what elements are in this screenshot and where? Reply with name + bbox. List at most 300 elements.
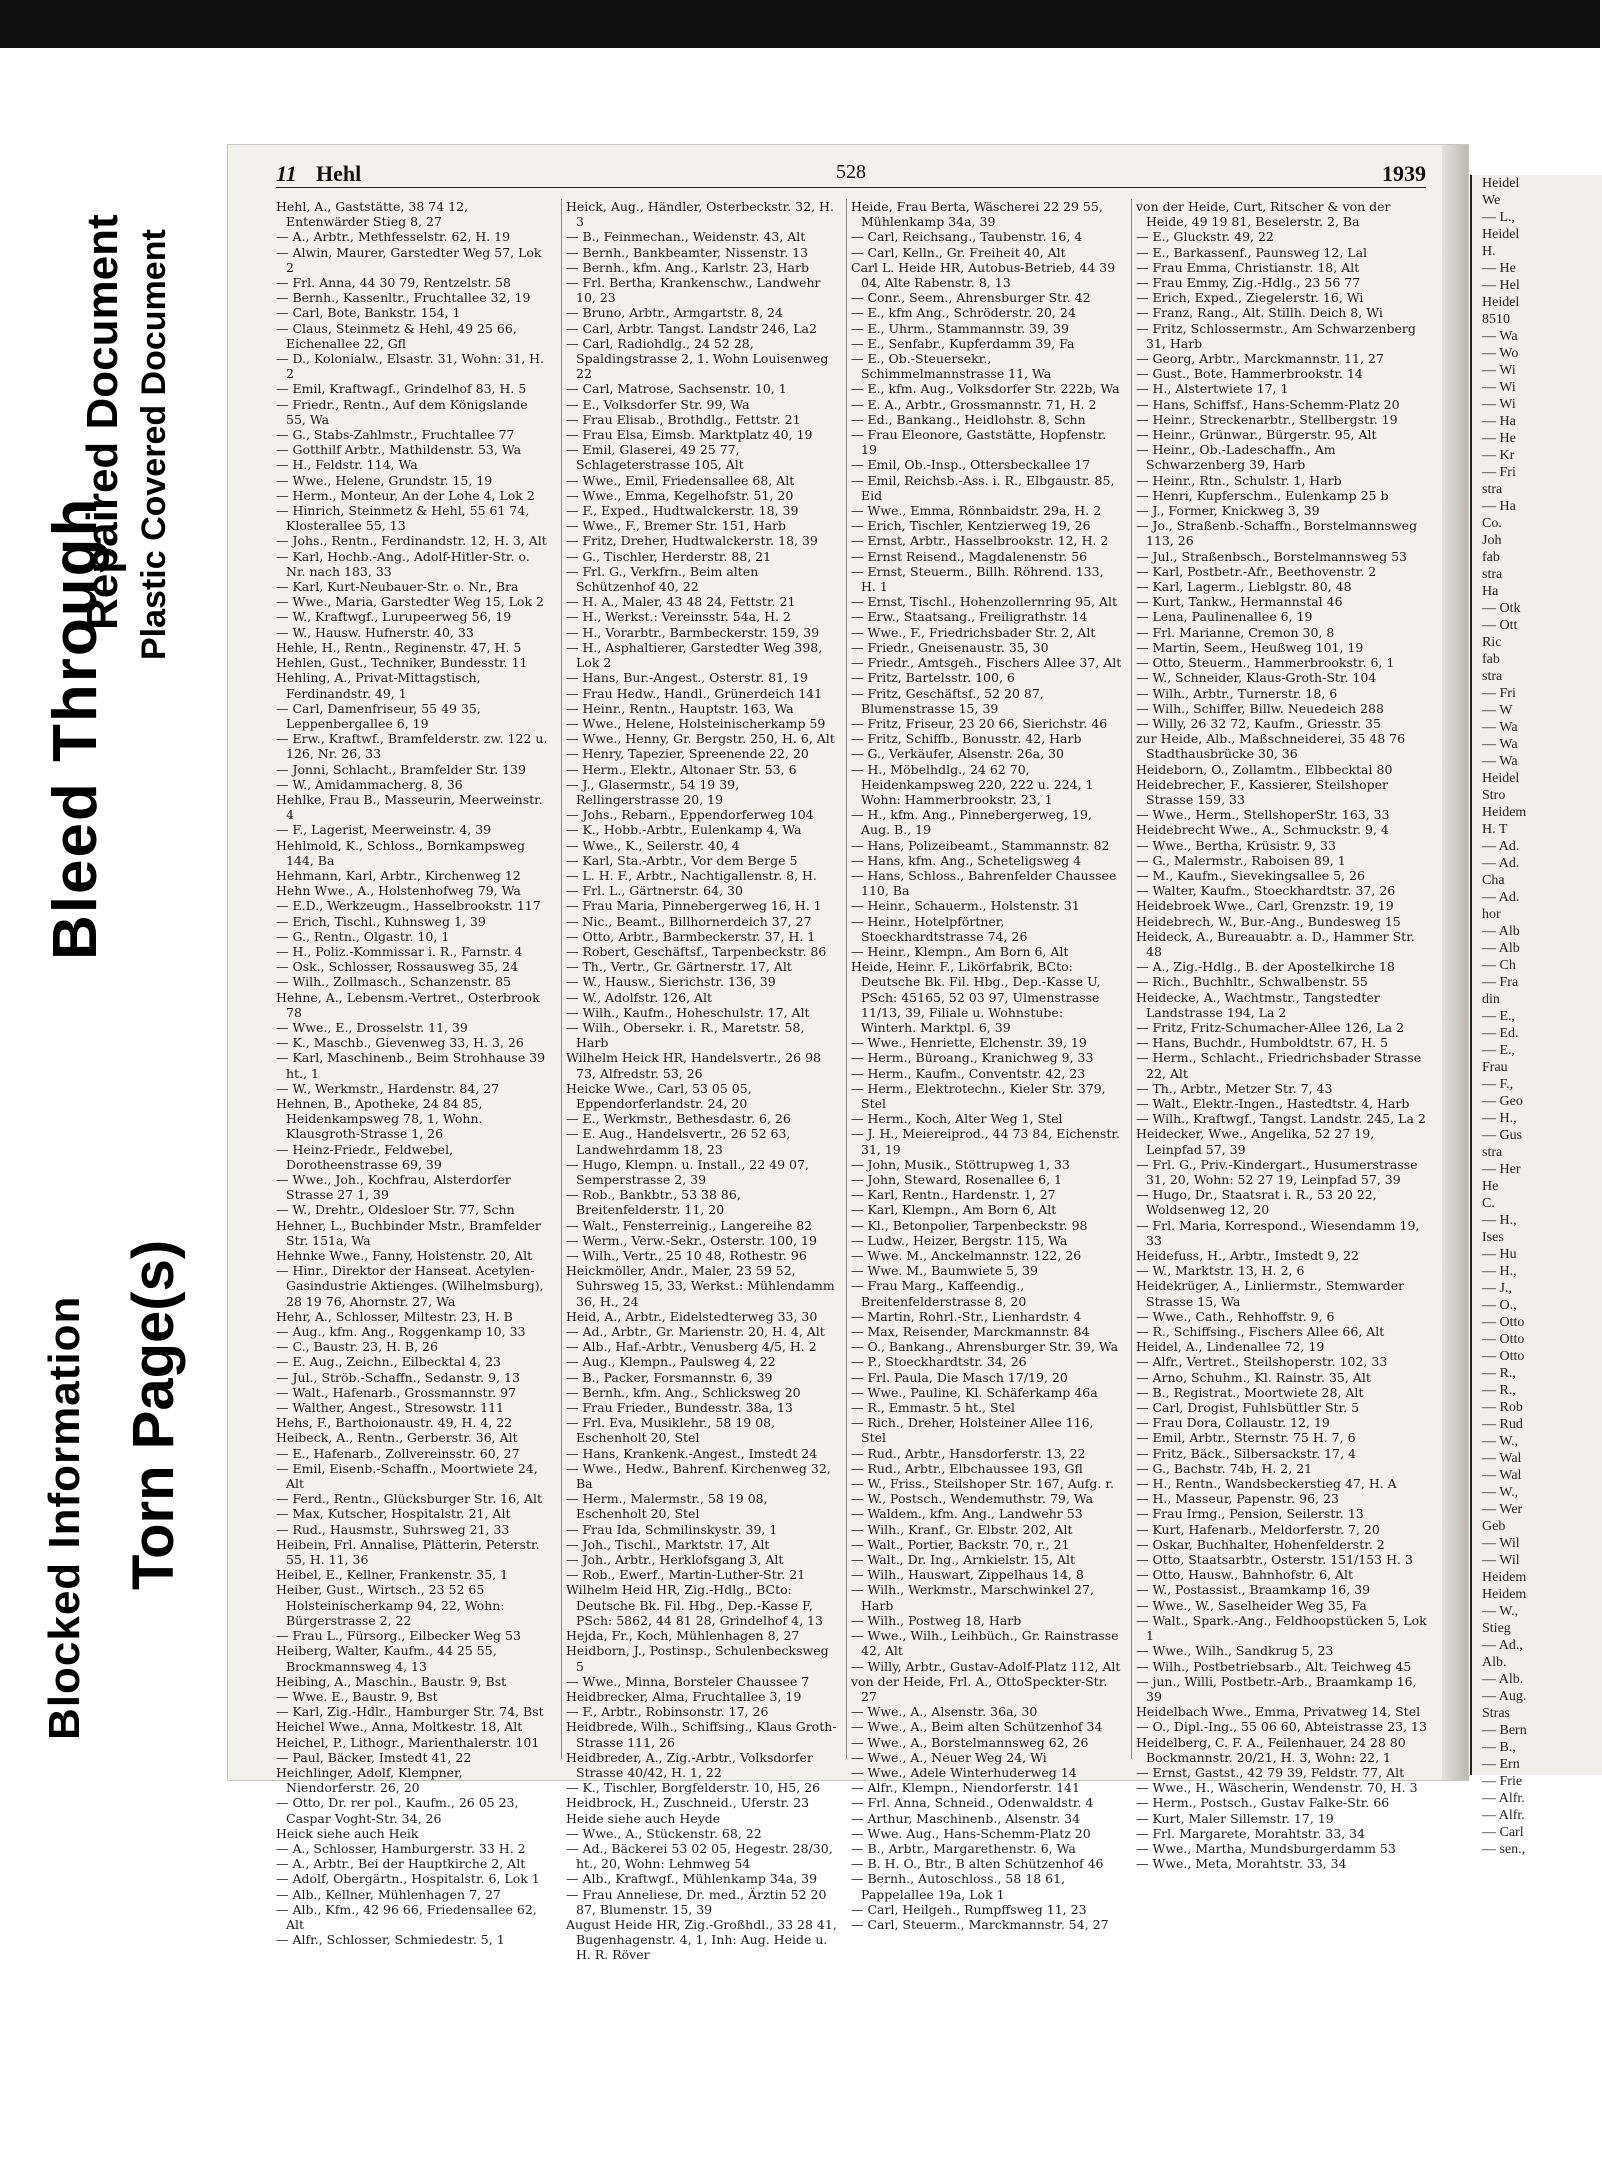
adjacent-page-fragment: — Wi [1482,397,1516,412]
directory-entry: — Herm., Koch, Alter Weg 1, Stel [851,1111,1063,1127]
directory-columns [276,199,1427,1963]
directory-entry: — Frau Eleonore, Gaststätte, Hopfenstr. 19 [851,427,1107,458]
adjacent-page-fragment: — Ad. [1482,839,1520,854]
directory-entry: — Wwe., A., Beim alten Schützenhof 34 [851,1719,1103,1735]
adjacent-page-fragment: — O., [1482,1298,1517,1313]
directory-entry: — Otto, Staatsarbtr., Osterstr. 151/153 H. 3 [1136,1552,1413,1568]
directory-entry: — Hans, Buchdr., Humboldtstr. 67, H. 5 [1136,1035,1389,1051]
adjacent-page-fragment: — Wi [1482,363,1516,378]
directory-entry: — Wilh., Hauswart, Zippelhaus 14, 8 [851,1567,1084,1583]
adjacent-page-fragment: Heidel [1482,176,1520,191]
directory-entry: Hehlke, Frau B., Masseurin, Meerweinstr. 4 [276,791,543,823]
header-year: 1939 [1382,161,1426,186]
adjacent-page-fragment: — F., [1482,1077,1514,1092]
directory-entry: Carl L. Heide HR, Autobus-Betrieb, 44 39 04, Alte Rabenstr. 8, 13 [851,259,1116,291]
directory-entry: — Aug., Klempn., Paulsweg 4, 22 [566,1354,776,1370]
directory-entry: — Osk., Schlosser, Rossausweg 35, 24 [276,959,519,975]
adjacent-page-fragment: — Wo [1482,346,1519,361]
directory-entry: — Ernst, Steuerm., Billh. Röhrend. 133, H. 1 [851,563,1104,595]
adjacent-page-fragment: Heidel [1482,227,1520,242]
directory-entry: — Hans, Schloss., Bahrenfelder Chaussee 110, Ba [851,867,1117,899]
directory-entry: Heidbrede, Wilh., Schiffsing., Klaus Groth-Strasse 111, 26 [566,1719,837,1750]
adjacent-page-fragment: — Kr [1482,448,1515,463]
directory-entry: — J. H., Meiereiprod., 44 73 84, Eichenstr. 31, 19 [851,1126,1120,1157]
directory-entry: — Erich, Tischler, Kentzierweg 19, 26 [851,518,1091,534]
directory-entry: — Ad., Arbtr., Gr. Marienstr. 20, H. 4, Alt [566,1324,825,1340]
adjacent-page-fragment: — Her [1482,1162,1521,1177]
directory-entry: Heidecker, Wwe., Angelika, 52 27 19, Leinpfad 57, 39 [1136,1126,1375,1157]
adjacent-page-fragment: — W., [1482,1434,1519,1449]
directory-entry: — Alfr., Schlosser, Schmiedestr. 5, 1 [276,1932,505,1948]
directory-entry: — Arno, Schuhm., Kl. Rainstr. 35, Alt [1136,1369,1371,1385]
adjacent-page-fragment: — He [1482,431,1516,446]
directory-entry: — Wwe., Maria, Garstedter Weg 15, Lok 2 [276,594,544,610]
directory-entry: — Frl. Maria, Korrespond., Wiesendamm 19, 33 [1136,1217,1420,1248]
adjacent-page-fragment: din [1482,992,1500,1007]
directory-entry: — Fritz, Bäck., Silbersackstr. 17, 4 [1136,1445,1356,1461]
adjacent-page-fragment: — Wa [1482,329,1518,344]
directory-entry: — Heinr., Grünwar., Bürgerstr. 95, Alt [1136,427,1377,443]
directory-entry: Heidbreder, A., Zig.-Arbtr., Volksdorfer Strasse 40/42, H. 1, 22 [566,1749,813,1780]
adjacent-page-fragment: Co. [1482,516,1502,531]
directory-entry: — E., Senfabr., Kupferdamm 39, Fa [851,335,1075,351]
directory-entry: — Kurt, Maler Sillemstr. 17, 19 [1136,1810,1334,1826]
directory-entry: — Frau Irmg., Pension, Seilerstr. 13 [1136,1506,1364,1522]
directory-entry: — Frau Ida, Schmilinskystr. 39, 1 [566,1521,778,1537]
adjacent-page-fragment: — Otto [1482,1332,1525,1347]
directory-entry: — Frau Hedw., Handl., Grünerdeich 141 [566,685,823,701]
directory-entry: — Herm., Elektr., Altonaer Str. 53, 6 [566,761,797,777]
adjacent-page-fragment: — He [1482,261,1516,276]
directory-entry: — Frau Anneliese, Dr. med., Ärztin 52 20 87, Blumenstr. 15, 39 [566,1886,827,1917]
directory-entry: — Wwe., E., Drosselstr. 11, 39 [276,1019,468,1035]
adjacent-page-fragment: — Alb [1482,924,1520,939]
directory-entry: — Willy, 26 32 72, Kaufm., Griesstr. 35 [1136,715,1381,731]
directory-entry: — W., Schneider, Klaus-Groth-Str. 104 [1136,670,1377,686]
adjacent-page-fragment: — L., [1482,210,1516,225]
adjacent-page-fragment: stra [1482,1145,1503,1160]
directory-entry: — Heinr., Rtn., Schulstr. 1, Harb [1136,472,1342,488]
directory-entry: — H., Möbelhdlg., 24 62 70, Heidenkampsweg 220, 222 u. 224, 1 Wohn: Hammerbrookstr. 23, 1 [851,761,1094,807]
directory-entry: — Alb., Kfm., 42 96 66, Friedensallee 62, Alt [276,1901,537,1932]
adjacent-page-fragment: — Wal [1482,1451,1522,1466]
directory-entry: — Rich., Dreher, Holsteiner Allee 116, Stel [851,1415,1094,1446]
directory-entry: — Willy, Arbtr., Gustav-Adolf-Platz 112, Alt [851,1658,1121,1674]
directory-entry: — E. Aug., Handelsvertr., 26 52 63, Landwehrdamm 18, 23 [566,1126,791,1157]
directory-entry: — Frau Elisab., Brothdlg., Fettstr. 21 [566,411,801,427]
column-4 [1131,199,1427,1872]
directory-entry: — Heinr., Schauerm., Holstenstr. 31 [851,898,1080,914]
directory-entry: — Otto, Steuerm., Hammerbrookstr. 6, 1 [1136,655,1395,671]
directory-entry: — Wwe., F., Bremer Str. 151, Harb [566,518,787,534]
directory-entry: — Karl, Hochb.-Ang., Adolf-Hitler-Str. o. Nr. nach 183, 33 [276,548,530,579]
directory-entry: Heide, Heinr. F., Likörfabrik, BCto: Deutsche Bk. Fil. Hbg., Dep.-Kasse U, PSch: 45165, 52 03 97, Ulmenstrasse 11/13, 39, Filiale u. Wohnstube: Winterh. Marktpl. 6, 39 [851,959,1101,1035]
directory-entry: — Gust., Bote. Hammerbrookstr. 14 [1136,366,1363,382]
directory-entry: Heidebrech, W., Bur.-Ang., Bundesweg 15 [1136,913,1401,929]
directory-entry: — Henry, Tapezier, Spreenende 22, 20 [566,746,809,762]
directory-entry: — Bernh., Autoschloss., 58 18 61, Pappelallee 19a, Lok 1 [851,1871,1066,1902]
adjacent-page-fragment: — Fra [1482,975,1519,990]
adjacent-page-fragment: H. [1482,244,1496,259]
directory-entry: Heibein, Frl. Annalise, Plätterin, Peterstr. 55, H. 11, 36 [276,1536,540,1568]
directory-entry: Heidekrüger, A., Linliermstr., Stemwarder Strasse 15, Wa [1136,1278,1405,1309]
directory-entry: — Frau L., Fürsorg., Eilbecker Weg 53 [276,1628,521,1644]
adjacent-page-fragment: — W [1482,703,1513,718]
adjacent-page-fragment: — Carl [1482,1825,1524,1840]
directory-entry: — Wilh., Kranf., Gr. Elbstr. 202, Alt [851,1521,1073,1537]
column-2 [561,199,837,1963]
directory-entry: Heidefuss, H., Arbtr., Imstedt 9, 22 [1136,1248,1359,1264]
directory-entry: Heideborn, O., Zollamtm., Elbbecktal 80 [1136,761,1393,777]
directory-entry: — A., Zig.-Hdlg., B. der Apostelkirche 18 [1136,959,1395,975]
directory-entry: — G., Rentn., Olgastr. 10, 1 [276,928,450,944]
plastic-covered-note: Plastic Covered Document [135,229,173,660]
adjacent-page-fragment: — H., [1482,1111,1517,1126]
directory-entry: Hehlmold, K., Schloss., Bornkampsweg 144, Ba [276,837,525,868]
directory-page [228,145,1468,1963]
adjacent-page-fragment: — Wal [1482,1468,1522,1483]
adjacent-page-fragment: — Rud [1482,1417,1523,1432]
directory-entry: Heidel, A., Lindenallee 72, 19 [1136,1339,1325,1355]
adjacent-page-fragment: 8510 [1482,312,1510,327]
directory-entry: — Walter, Kaufm., Stoeckhardtstr. 37, 26 [1136,883,1396,899]
directory-entry: Heidebroek Wwe., Carl, Grenzstr. 19, 19 [1136,898,1394,914]
directory-entry: — Friedr., Amtsgeh., Fischers Allee 37, Alt [851,655,1122,671]
directory-entry: — Wwe., Wilh., Sandkrug 5, 23 [1136,1643,1334,1659]
directory-entry: Hehnke Wwe., Fanny, Holstenstr. 20, Alt [276,1248,533,1264]
directory-entry: — H., Asphaltierer, Garstedter Weg 398, Lok 2 [566,639,823,671]
directory-entry: — Wilh., Werkmstr., Marschwinkel 27, Harb [851,1582,1094,1613]
adjacent-page-fragment: He [1482,1179,1499,1194]
directory-entry: — Hans, Bur.-Angest., Osterstr. 81, 19 [566,670,808,686]
adjacent-page-fragment: — Wi [1482,380,1516,395]
directory-entry: — Wwe., Henny, Gr. Bergstr. 250, H. 6, Alt [566,731,835,747]
adjacent-page-fragment: — W., [1482,1485,1519,1500]
directory-entry: — K., Tischler, Borgfelderstr. 10, H5, 26 [566,1780,821,1796]
adjacent-page-fragment: — Fri [1482,686,1516,701]
blocked-information-note: Blocked Information [40,1295,89,1740]
directory-entry: — Max, Reisender, Marckmannstr. 84 [851,1324,1090,1340]
directory-entry: — Emil, Eisenb.-Schaffn., Moortwiete 24, Alt [276,1460,538,1492]
directory-entry: — F., Arbtr., Robinsonstr. 17, 26 [566,1704,769,1720]
directory-entry: — Frau Marg., Kaffeendig., Breitenfelderstrasse 8, 20 [851,1278,1027,1309]
directory-entry: Hejda, Fr., Koch, Mühlenhagen 8, 27 [566,1628,800,1644]
directory-entry: — Alwin, Maurer, Garstedter Weg 57, Lok 2 [276,244,542,275]
directory-entry: — W., Hausw., Sierichstr. 136, 39 [566,974,776,990]
directory-entry: — Walt., Portier, Backstr. 70, r., 21 [851,1536,1070,1552]
directory-entry: Heibel, E., Kellner, Frankenstr. 35, 1 [276,1567,509,1583]
directory-entry: — E.D., Werkzeugm., Hasselbrookstr. 117 [276,898,541,914]
adjacent-page-fragment: Heidel [1482,771,1520,786]
directory-entry: — Wwe., Meta, Morahtstr. 33, 34 [1136,1856,1347,1872]
directory-entry: — A., Arbtr., Methfesselstr. 62, H. 19 [276,229,511,245]
adjacent-page-fragment: — Ad. [1482,890,1520,905]
adjacent-page-fragment: fab [1482,652,1500,667]
directory-entry: — Carl, Heilgeh., Rumpffsweg 11, 23 [851,1901,1087,1917]
directory-entry: — B., Arbtr., Margarethenstr. 6, Wa [851,1840,1076,1856]
directory-entry: — O., Bankang., Ahrensburger Str. 39, Wa [851,1339,1119,1355]
directory-entry: — Kurt, Hafenarb., Meldorferstr. 7, 20 [1136,1521,1380,1537]
directory-entry: — O., Dipl.-Ing., 55 06 60, Abteistrasse 23, 13 [1136,1719,1427,1735]
directory-entry: — F., Lagerist, Meerweinstr. 4, 39 [276,822,492,838]
directory-entry: — Martin, Seem., Heußweg 101, 19 [1136,639,1364,655]
directory-entry: — Wwe., Herm., StellshoperStr. 163, 33 [1136,807,1390,823]
directory-entry: — Carl, Drogist, Fuhlsbüttler Str. 5 [1136,1400,1360,1416]
adjacent-page-fragment: — Ed. [1482,1026,1519,1041]
directory-entry: — Karl, Klempn., Am Born 6, Alt [851,1202,1057,1218]
directory-entry: — H. A., Maler, 43 48 24, Fettstr. 21 [566,594,796,610]
directory-entry: — Hugo, Dr., Staatsrat i. R., 53 20 22, Woldsenweg 12, 20 [1136,1187,1377,1218]
directory-entry: — G., Tischler, Herderstr. 88, 21 [566,548,772,564]
adjacent-page-fragment: — Ott [1482,618,1518,633]
directory-entry: — Fritz, Friseur, 23 20 66, Sierichstr. 46 [851,715,1108,731]
directory-entry: Hehner, L., Buchbinder Mstr., Bramfelder Str. 151a, Wa [276,1217,541,1248]
directory-entry: von der Heide, Frl. A., OttoSpeckter-Str. 27 [851,1673,1108,1704]
archive-condition-notes [0,140,220,1800]
directory-entry: — Frau Emmy, Zig.-Hdlg., 23 56 77 [1136,275,1361,291]
adjacent-page-fragment: — Alfr. [1482,1808,1525,1823]
directory-entry: — E., Ob.-Steuersekr., Schimmelmannstrasse 11, Wa [851,351,1052,382]
adjacent-page-fragment: Ha [1482,584,1499,599]
adjacent-page-fragment: — Alb [1482,941,1520,956]
directory-entry: — John, Steward, Rosenallee 6, 1 [851,1172,1062,1187]
adjacent-page-fragment: — Hel [1482,278,1520,293]
directory-entry: — Wwe., Emma, Kegelhofstr. 51, 20 [566,487,794,503]
directory-entry: — Herm., Elektrotechn., Kieler Str. 379, Stel [851,1080,1106,1111]
column-1 [276,199,551,1948]
directory-entry: — Wwe., Helene, Grundstr. 15, 19 [276,472,493,488]
adjacent-page-fragment: fab [1482,550,1500,565]
directory-entry: — Hans, Schiffsf., Hans-Schemm-Platz 20 [1136,396,1400,412]
directory-entry: — Carl, Steuerm., Marckmannstr. 54, 27 [851,1916,1109,1932]
directory-entry: — E., Werkmstr., Bethesdastr. 6, 26 [566,1111,791,1127]
adjacent-page-fragment: C. [1482,1196,1495,1211]
directory-entry: — Gotthilf Arbtr., Mathildenstr. 53, Wa [276,442,522,458]
directory-entry: — W., Adolfstr. 126, Alt [566,989,713,1005]
directory-entry: — W., Friss., Steilshoper Str. 167, Aufg. r. [851,1476,1114,1492]
directory-entry: — W., Kraftwgf., Lurupeerweg 56, 19 [276,609,512,625]
directory-entry: — E., Hafenarb., Zollvereinsstr. 60, 27 [276,1445,520,1461]
page-gutter [1442,145,1468,1780]
directory-entry: — Georg, Arbtr., Marckmannstr. 11, 27 [1136,351,1384,367]
directory-entry: — E., kfm Ang., Schröderstr. 20, 24 [851,305,1076,321]
directory-entry: — Fritz, Fritz-Schumacher-Allee 126, La 2 [1136,1019,1405,1035]
directory-entry: — Frl. G., Priv.-Kindergart., Husumerstrasse 31, 20, Wohn: 52 27 19, Leinpfad 57, 39 [1136,1156,1418,1187]
directory-entry: — Alb., Haf.-Arbtr., Venusberg 4/5, H. 2 [566,1339,817,1355]
section-number: 11 [276,161,297,186]
directory-entry: — Wilh., Zollmasch., Schanzenstr. 85 [276,974,512,990]
adjacent-page-fragment: H. T [1482,822,1508,837]
directory-entry: — P., Stoeckhardtstr. 34, 26 [851,1354,1027,1370]
adjacent-page-fragment: — H., [1482,1264,1517,1279]
adjacent-page-fragment: — Ha [1482,499,1516,514]
directory-entry: Hehlen, Gust., Techniker, Bundesstr. 11 [276,655,528,671]
directory-entry: — Karl, Zig.-Hdlr., Hamburger Str. 74, Bst [276,1704,544,1720]
header-keyword: Hehl [316,161,362,186]
directory-entry: — Wwe., Emma, Rönnbaidstr. 29a, H. 2 [851,503,1102,519]
column-3 [846,199,1122,1932]
adjacent-page-fragment: Ises [1482,1230,1504,1245]
directory-entry: Heick, Aug., Händler, Osterbeckstr. 32, H. 3 [566,199,834,230]
directory-entry: — Carl, Radiohdlg., 24 52 28, Spaldingstrasse 2, 1. Wohn Louisenweg 22 [566,335,829,382]
directory-entry: — H., Vorarbtr., Barmbeckerstr. 159, 39 [566,624,820,640]
directory-entry: — Alfr., Klempn., Niendorferstr. 141 [851,1780,1080,1796]
directory-entry: — Frau Dora, Collaustr. 12, 19 [1136,1415,1330,1431]
directory-entry: Heichel Wwe., Anna, Moltkestr. 18, Alt [276,1719,523,1735]
directory-entry: Heide siehe auch Heyde [566,1810,721,1826]
directory-entry: — Fritz, Schiffb., Bonusstr. 42, Harb [851,731,1082,747]
adjacent-page-fragment: Heidem [1482,805,1527,820]
adjacent-page-fragment: stra [1482,669,1503,684]
directory-entry: — Otto, Dr. rer pol., Kaufm., 26 05 23, Caspar Voght-Str. 34, 26 [276,1795,519,1826]
directory-entry: — Jonni, Schlacht., Bramfelder Str. 139 [276,761,526,777]
adjacent-page-fragment: hor [1482,907,1501,922]
directory-entry: — Walt., Elektr.-Ingen., Hastedtstr. 4, Harb [1136,1095,1410,1111]
directory-entry: — Bernh., kfm. Ang., Karlstr. 23, Harb [566,259,809,275]
directory-entry: Heid, A., Arbtr., Eidelstedterweg 33, 30 [566,1308,818,1324]
directory-entry: — E., Volksdorfer Str. 99, Wa [566,396,750,412]
directory-entry: — L. H. F., Arbtr., Nachtigallenstr. 8, H. [566,867,817,883]
directory-entry: — W., Hausw. Hufnerstr. 40, 33 [276,624,474,640]
adjacent-page-fragment: — Wa [1482,754,1518,769]
directory-entry: — Wwe., Cath., Rehhoffstr. 9, 6 [1136,1308,1335,1324]
adjacent-page-fragment: Alb. [1482,1655,1507,1670]
directory-entry: — Wilh., Schiffer, Billw. Neuedeich 288 [1136,700,1384,716]
directory-entry: — W., Drehtr., Oldesloer Str. 77, Schn [276,1202,515,1218]
directory-entry: — K., Maschb., Gievenweg 33, H. 3, 26 [276,1035,524,1051]
directory-entry: — H., Poliz.-Kommissar i. R., Farnstr. 4 [276,943,523,959]
directory-entry: — K., Hobb.-Arbtr., Eulenkamp 4, Wa [566,822,802,838]
directory-entry: — Heinr., Streckenarbtr., Stellbergstr. 19 [1136,411,1398,427]
directory-entry: — Otto, Arbtr., Barmbeckerstr. 37, H. 1 [566,928,816,944]
directory-entry: — E., Gluckstr. 49, 22 [1136,229,1274,245]
directory-entry: — Conr., Seem., Ahrensburger Str. 42 [851,290,1091,306]
directory-entry: — R., Schiffsing., Fischers Allee 66, Alt [1136,1324,1385,1340]
repaired-document-note: Repaired Document [78,214,127,630]
directory-entry: — W., Amidammacherg. 8, 36 [276,776,463,792]
directory-entry: — Herm., Kaufm., Conventstr. 42, 23 [851,1065,1086,1081]
directory-entry: — Karl, Postbetr.-Afr., Beethovenstr. 2 [1136,563,1377,579]
directory-entry: Heibeck, A., Rentn., Gerberstr. 36, Alt [276,1430,518,1446]
directory-entry: — Wwe., Minna, Borsteler Chaussee 7 [566,1673,810,1689]
directory-entry: Heiberg, Walter, Kaufm., 44 25 55, Brockmannsweg 4, 13 [276,1643,497,1674]
directory-entry: — Wwe., Wilh., Leihbüch., Gr. Rainstrasse 42, Alt [851,1628,1119,1659]
directory-entry: — Rud., Hausmstr., Suhrsweg 21, 33 [276,1521,510,1537]
directory-entry: — Carl, Reichsang., Taubenstr. 16, 4 [851,229,1083,245]
directory-entry: — Johs., Rebarn., Eppendorferweg 104 [566,807,814,823]
adjacent-page-fragment: — E., [1482,1043,1516,1058]
directory-entry: — Fritz, Bartelsstr. 100, 6 [851,670,1015,686]
directory-entry: — Frl. Anna, Schneid., Odenwaldstr. 4 [851,1795,1094,1811]
directory-entry: — Wwe., K., Seilerstr. 40, 4 [566,837,740,853]
directory-entry: — Frl. G., Verkfrn., Beim alten Schützenhof 40, 22 [566,563,759,595]
adjacent-page-fragment: — Wil [1482,1536,1520,1551]
bleed-through-note: Bleed Through [41,496,110,960]
directory-entry: — Wilh., Postweg 18, Harb [851,1612,1022,1628]
adjacent-page-fragment: — Bern [1482,1723,1527,1738]
adjacent-page-fragment: Stras [1482,1706,1510,1721]
directory-entry: — Heinz-Friedr., Feldwebel, Dorotheenstrasse 69, 39 [276,1141,454,1172]
directory-entry: — H., Feldstr. 114, Wa [276,457,418,473]
adjacent-page-fragment: — W., [1482,1604,1519,1619]
directory-entry: — Karl, Sta.-Arbtr., Vor dem Berge 5 [566,852,798,868]
directory-entry: — E. Aug., Zeichn., Eilbecktal 4, 23 [276,1354,501,1370]
directory-entry: — Alb., Kraftwgf., Mühlenkamp 34a, 39 [566,1871,818,1887]
directory-entry: — Wwe., A., Stückenstr. 68, 22 [566,1825,762,1841]
directory-entry: — B. H. O., Btr., B alten Schützenhof 46 [851,1856,1104,1872]
directory-entry: Heidborn, J., Postinsp., Schulenbecksweg 5 [566,1643,829,1674]
directory-entry: — Carl, Arbtr. Tangst. Landstr 246, La2 [566,320,817,336]
directory-entry: — Walt., Spark.-Ang., Feldhoopstücken 5, Lok 1 [1136,1612,1427,1644]
directory-entry: — Wwe., Emil, Friedensallee 68, Alt [566,472,795,488]
directory-entry: — H., Masseur, Papenstr. 96, 23 [1136,1491,1339,1507]
directory-entry: — G., Malermstr., Raboisen 89, 1 [1136,852,1346,868]
directory-entry: — Frl. Bertha, Krankenschw., Landwehr 10, 23 [566,275,821,306]
adjacent-page-fragment: Heidem [1482,1570,1527,1585]
directory-entry: — Frau Emma, Christianstr. 18, Alt [1136,259,1360,275]
directory-entry: — Rob., Bankbtr., 53 38 86, Breitenfelderstr. 11, 20 [566,1187,741,1218]
directory-entry: — Robert, Geschäftsf., Tarpenbeckstr. 86 [566,943,827,959]
adjacent-page-fragment: — Wa [1482,720,1518,735]
directory-entry: — A., Schlosser, Hamburgerstr. 33 H. 2 [276,1840,526,1856]
directory-entry: — Wilh., Kraftwgf., Tangst. Landstr. 245, La 2 [1136,1111,1426,1127]
directory-entry: — Hans, Krankenk.-Angest., Imstedt 24 [566,1445,818,1461]
directory-entry: — Heinr., Klempn., Am Born 6, Alt [851,943,1069,959]
directory-entry: — Joh., Tischl., Marktstr. 17, Alt [566,1536,770,1552]
directory-entry: — Paul, Bäcker, Imstedt 41, 22 [276,1749,472,1765]
directory-entry: — Walther, Angest., Stresowstr. 111 [276,1400,504,1416]
directory-entry: Hehne, A., Lebensm.-Vertret., Osterbrook 78 [276,989,540,1020]
adjacent-page-fragment: — Frie [1482,1774,1523,1789]
directory-entry: — Wwe., Adele Winterhuderweg 14 [851,1764,1077,1780]
directory-entry: — Claus, Steinmetz & Hehl, 49 25 66, Eichenallee 22, Gfl [276,320,517,351]
directory-entry: — Hugo, Klempn. u. Install., 22 49 07, Semperstrasse 2, 39 [566,1156,809,1187]
directory-entry: — Wwe., Pauline, Kl. Schäferkamp 46a [851,1384,1098,1400]
directory-entry: — Jul., Straßenbsch., Borstelmannsweg 53 [1136,548,1407,564]
directory-entry: — Hans, kfm. Ang., Scheteligsweg 4 [851,852,1082,868]
directory-entry: — Kurt, Tankw., Hermannstal 46 [1136,594,1343,610]
directory-entry: — F., Exped., Hudtwalckerstr. 18, 39 [566,503,799,519]
directory-entry: — G., Stabs-Zahlmstr., Fruchtallee 77 [276,427,515,443]
directory-entry: — Herm., Monteur, An der Lohe 4, Lok 2 [276,487,535,503]
directory-entry: Heidbrecker, Alma, Fruchtallee 3, 19 [566,1688,802,1704]
directory-entry: — M., Kaufm., Sievekingsallee 5, 26 [1136,867,1365,883]
directory-entry: — Heinr., Ob.-Ladeschaffn., Am Schwarzenberg 39, Harb [1136,442,1336,473]
adjacent-page-fragment: Heidel [1482,295,1520,310]
directory-entry: — Wwe. Aug., Hans-Schemm-Platz 20 [851,1825,1091,1841]
directory-entry: — Herm., Malermstr., 58 19 08, Eschenholt 20, Stel [566,1491,768,1522]
directory-entry: — Friedr., Gneisenaustr. 35, 30 [851,639,1049,655]
adjacent-page-fragment: — Gus [1482,1128,1523,1143]
directory-entry: — Aug., kfm. Ang., Roggenkamp 10, 33 [276,1324,526,1340]
adjacent-page-fragment: — Otk [1482,601,1521,616]
directory-entry: — Wwe. M., Baumwiete 5, 39 [851,1263,1038,1279]
directory-entry: — Erw., Staatsang., Freiligrathstr. 14 [851,609,1088,625]
directory-entry: — Max, Kutscher, Hospitalstr. 21, Alt [276,1506,511,1522]
directory-entry: — Wilh., Kaufm., Hoheschulstr. 17, Alt [566,1004,810,1020]
adjacent-page-fragment: Joh [1482,533,1502,548]
directory-entry: Heidebrecher, F., Kassierer, Steilshoper Strasse 159, 33 [1136,776,1388,807]
adjacent-page-fragment: — R., [1482,1383,1516,1398]
directory-entry: — Jul., Ströb.-Schaffn., Sedanstr. 9, 13 [276,1369,520,1385]
directory-entry: — Alfr., Vertret., Steilshoperstr. 102, 33 [1136,1354,1388,1370]
directory-entry: — Emil, Reichsb.-Ass. i. R., Elbgaustr. 85, Eid [851,472,1115,503]
directory-entry: Heick siehe auch Heik [276,1825,419,1841]
directory-entry: Heibing, A., Maschin., Baustr. 9, Bst [276,1673,507,1689]
directory-entry: — Johs., Rentn., Ferdinandstr. 12, H. 3, Alt [276,533,547,549]
adjacent-page-fragment: stra [1482,567,1503,582]
adjacent-page-fragment: — R., [1482,1366,1516,1381]
